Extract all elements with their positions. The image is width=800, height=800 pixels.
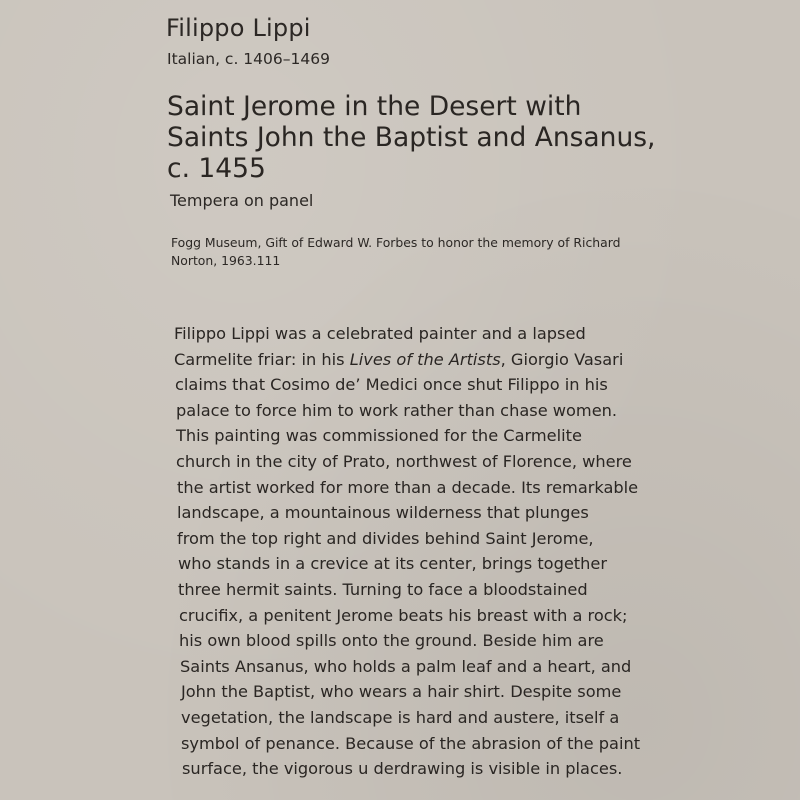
artwork-title-line: c. 1455 <box>167 153 266 184</box>
description-line: Filippo Lippi was a celebrated painter and a lapsed <box>174 324 586 343</box>
description-line: crucifix, a penitent Jerome beats his breast with a rock; <box>179 605 628 625</box>
description-text <box>174 321 640 782</box>
description-line: symbol of penance. Because of the abrasion of the paint <box>181 733 641 753</box>
description-line <box>174 347 640 373</box>
artwork-title-line: Saints John the Baptist and Ansanus, <box>167 122 656 153</box>
description-line: the artist worked for more than a decade. Its remarkable <box>177 477 639 497</box>
credit-line-text: Norton, 1963.111 <box>171 253 281 268</box>
description-line: Saints Ansanus, who holds a palm leaf and a heart, and <box>180 656 632 676</box>
description-text-segment: , Giorgio Vasari <box>500 349 624 369</box>
artwork-title <box>167 91 655 184</box>
description-line: This painting was commissioned for the Carmelite <box>176 426 582 446</box>
description-line: surface, the vigorous u derdrawing is visible in places. <box>182 759 623 779</box>
description-text-segment: Carmelite friar: in his <box>174 349 350 369</box>
description-line: vegetation, the landscape is hard and austere, itself a <box>181 707 620 727</box>
artwork-medium: Tempera on panel <box>170 191 314 210</box>
description-line: from the top right and divides behind Saint Jerome, <box>177 528 594 548</box>
description-line: church in the city of Prato, northwest of Florence, where <box>176 451 632 471</box>
artist-origin: Italian, c. 1406–1469 <box>167 50 330 68</box>
description-line: John the Baptist, who wears a hair shirt. Despite some <box>181 682 622 702</box>
description-line: palace to force him to work rather than chase women. <box>176 400 618 420</box>
description-line: landscape, a mountainous wilderness that plunges <box>177 503 589 523</box>
description-line: three hermit saints. Turning to face a bloodstained <box>178 579 588 599</box>
description-line: claims that Cosimo de’ Medici once shut Filippo in his <box>175 375 608 395</box>
credit-line-text: Fogg Museum, Gift of Edward W. Forbes to honor the memory of Richard <box>171 235 621 250</box>
description-line: who stands in a crevice at its center, brings together <box>178 554 608 574</box>
artist-name: Filippo Lippi <box>166 14 311 42</box>
book-title: Lives of the Artists <box>349 349 501 369</box>
credit-line <box>171 234 620 270</box>
description-line: his own blood spills onto the ground. Beside him are <box>179 631 604 651</box>
artwork-title-line: Saint Jerome in the Desert with <box>167 91 582 122</box>
